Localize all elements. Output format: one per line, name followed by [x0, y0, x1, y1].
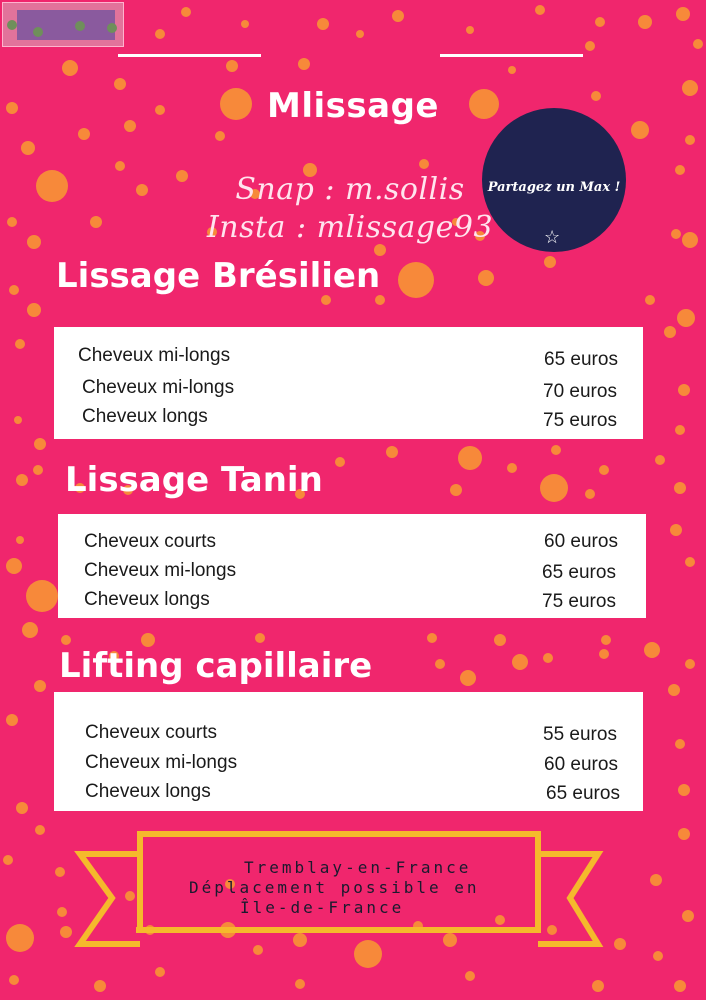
polka-dot	[321, 295, 331, 305]
polka-dot	[595, 17, 605, 27]
polka-dot	[386, 446, 398, 458]
polka-dot	[677, 309, 695, 327]
polka-dot	[631, 121, 649, 139]
polka-dot	[599, 649, 609, 659]
polka-dot	[682, 232, 698, 248]
polka-dot	[33, 465, 43, 475]
polka-dot	[435, 659, 445, 669]
polka-dot	[460, 670, 476, 686]
polka-dot	[16, 536, 24, 544]
polka-dot	[115, 161, 125, 171]
polka-dot	[591, 91, 601, 101]
polka-dot	[458, 446, 482, 470]
polka-dot	[507, 463, 517, 473]
polka-dot	[650, 874, 662, 886]
polka-dot	[34, 680, 46, 692]
polka-dot	[26, 580, 58, 612]
polka-dot	[215, 131, 225, 141]
polka-dot	[61, 635, 71, 645]
polka-dot	[675, 739, 685, 749]
polka-dot	[678, 828, 690, 840]
polka-dot	[241, 20, 249, 28]
service-price: 65 euros	[544, 349, 618, 370]
polka-dot	[141, 633, 155, 647]
polka-dot	[419, 159, 429, 169]
polka-dot	[15, 339, 25, 349]
service-name: Cheveux mi-longs	[85, 752, 238, 773]
polka-dot	[90, 216, 102, 228]
footer-region: Île-de-France	[240, 898, 405, 917]
polka-dot	[638, 15, 652, 29]
polka-dot	[671, 229, 681, 239]
polka-dot	[685, 557, 695, 567]
polka-dot	[136, 184, 148, 196]
polka-dot	[655, 455, 665, 465]
polka-dot	[685, 659, 695, 669]
polka-dot	[6, 558, 22, 574]
polka-dot	[27, 235, 41, 249]
polka-dot	[599, 465, 609, 475]
polka-dot	[255, 633, 265, 643]
decorative-line-right	[440, 54, 583, 57]
logo-dot	[7, 20, 17, 30]
polka-dot	[450, 484, 462, 496]
service-name: Cheveux longs	[85, 781, 211, 802]
polka-dot	[678, 784, 690, 796]
service-name: Cheveux longs	[84, 589, 210, 610]
polka-dot	[478, 270, 494, 286]
polka-dot	[675, 425, 685, 435]
polka-dot	[22, 622, 38, 638]
logo-dot	[33, 27, 43, 37]
polka-dot	[155, 29, 165, 39]
polka-dot	[674, 980, 686, 992]
polka-dot	[543, 653, 553, 663]
polka-dot	[585, 489, 595, 499]
polka-dot	[16, 802, 28, 814]
share-badge-text: Partagez un Max !	[487, 180, 621, 195]
polka-dot	[675, 165, 685, 175]
polka-dot	[14, 416, 22, 424]
polka-dot	[34, 438, 46, 450]
polka-dot	[7, 217, 17, 227]
polka-dot	[644, 642, 660, 658]
polka-dot	[544, 256, 556, 268]
polka-dot	[6, 924, 34, 952]
polka-dot	[398, 262, 434, 298]
polka-dot	[27, 303, 41, 317]
polka-dot	[155, 105, 165, 115]
service-price: 75 euros	[543, 410, 617, 431]
polka-dot	[295, 979, 305, 989]
polka-dot	[3, 855, 13, 865]
brand-title: Mlissage	[267, 86, 439, 126]
polka-dot	[375, 295, 385, 305]
share-badge	[482, 108, 626, 252]
service-price: 60 euros	[544, 754, 618, 775]
polka-dot	[592, 980, 604, 992]
service-name: Cheveux mi-longs	[82, 377, 235, 398]
section-title-lissage-bresilien: Lissage Brésilien	[56, 256, 381, 296]
service-price: 65 euros	[542, 562, 616, 583]
polka-dot	[21, 141, 35, 155]
section-title-lifting-capillaire: Lifting capillaire	[59, 646, 373, 686]
polka-dot	[512, 654, 528, 670]
polka-dot	[356, 30, 364, 38]
polka-dot	[78, 128, 90, 140]
polka-dot	[535, 5, 545, 15]
service-price: 60 euros	[544, 531, 618, 552]
logo-image	[17, 10, 115, 40]
polka-dot	[676, 7, 690, 21]
snapchat-handle: Snap : m.sollis	[235, 172, 465, 207]
service-price: 55 euros	[543, 724, 617, 745]
polka-dot	[298, 58, 310, 70]
service-price: 70 euros	[543, 381, 617, 402]
logo-placeholder	[2, 2, 124, 47]
service-price: 75 euros	[542, 591, 616, 612]
service-name: Cheveux mi-longs	[84, 560, 237, 581]
polka-dot	[335, 457, 345, 467]
polka-dot	[668, 684, 680, 696]
polka-dot	[181, 7, 191, 17]
polka-dot	[6, 714, 18, 726]
logo-dot	[107, 23, 117, 33]
polka-dot	[664, 326, 676, 338]
section-title-lissage-tanin: Lissage Tanin	[65, 460, 323, 500]
footer-travel-note: Déplacement possible en	[189, 878, 480, 897]
price-card-lifting-capillaire	[54, 692, 643, 811]
polka-dot	[155, 967, 165, 977]
service-name: Cheveux longs	[82, 406, 208, 427]
instagram-handle: Insta : mlissage93	[206, 210, 494, 245]
logo-dot	[75, 21, 85, 31]
polka-dot	[16, 474, 28, 486]
polka-dot	[693, 39, 703, 49]
polka-dot	[9, 975, 19, 985]
price-card-lissage-bresilien	[54, 327, 643, 439]
polka-dot	[466, 26, 474, 34]
polka-dot	[392, 10, 404, 22]
polka-dot	[494, 634, 506, 646]
decorative-line-left	[118, 54, 261, 57]
polka-dot	[124, 120, 136, 132]
polka-dot	[585, 41, 595, 51]
service-name: Cheveux courts	[85, 722, 218, 743]
polka-dot	[465, 971, 475, 981]
polka-dot	[682, 910, 694, 922]
footer-city: Tremblay-en-France	[244, 858, 472, 877]
polka-dot	[601, 635, 611, 645]
polka-dot	[36, 170, 68, 202]
polka-dot	[674, 482, 686, 494]
polka-dot	[653, 951, 663, 961]
polka-dot	[670, 524, 682, 536]
polka-dot	[682, 80, 698, 96]
polka-dot	[508, 66, 516, 74]
polka-dot	[317, 18, 329, 30]
polka-dot	[427, 633, 437, 643]
price-card-lissage-tanin	[58, 514, 646, 618]
polka-dot	[114, 78, 126, 90]
polka-dot	[226, 60, 238, 72]
service-name: Cheveux mi-longs	[78, 345, 231, 366]
service-name: Cheveux courts	[84, 531, 217, 552]
polka-dot	[9, 285, 19, 295]
polka-dot	[6, 102, 18, 114]
polka-dot	[62, 60, 78, 76]
service-price: 65 euros	[546, 783, 620, 804]
polka-dot	[374, 244, 386, 256]
polka-dot	[678, 384, 690, 396]
polka-dot	[685, 135, 695, 145]
polka-dot	[35, 825, 45, 835]
star-icon: ☆	[544, 227, 561, 247]
polka-dot	[94, 980, 106, 992]
polka-dot	[645, 295, 655, 305]
polka-dot	[540, 474, 568, 502]
polka-dot	[551, 445, 561, 455]
